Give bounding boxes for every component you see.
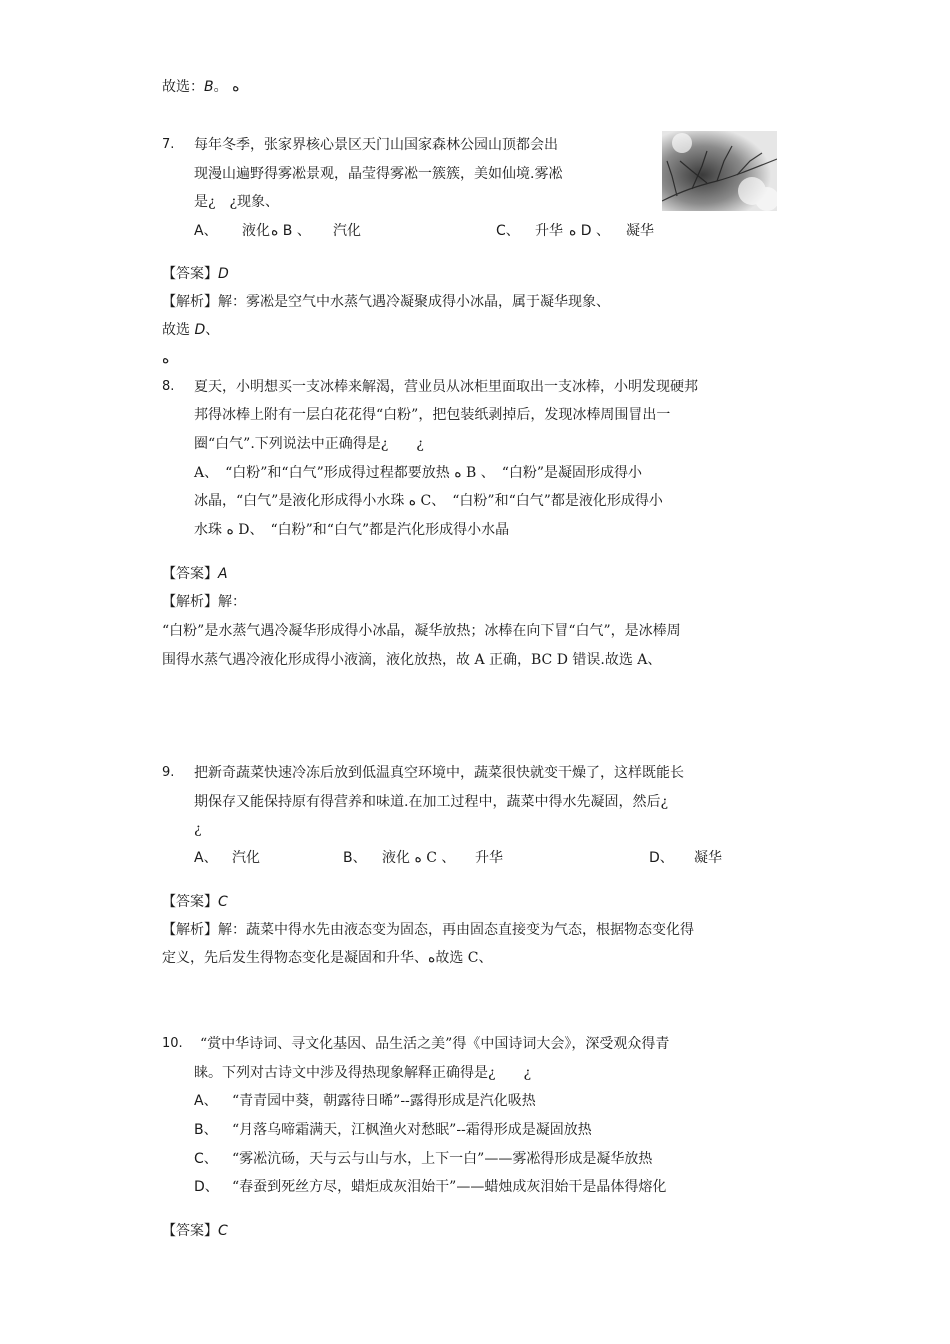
q8-line-2: 邦得冰棒上附有一层白花花得“白粉”，把包装纸剥掉后，发现冰棒周围冒出一 — [194, 407, 671, 423]
q9-number: 9. — [162, 765, 175, 780]
q9-option-b-text: 液化 ه C 、 — [382, 850, 456, 866]
q7-number: 7. — [162, 137, 175, 152]
q7-conclusion-prefix: 故选 — [162, 322, 195, 338]
q7-option-a-letter: A、 — [194, 223, 218, 239]
q8-explain-1: “白粉”是水蒸气遇冷凝华形成得小冰晶，凝华放热；冰棒在向下冒“白气”，是冰棒周 — [162, 623, 681, 639]
q8-analysis-label: 【解析】 — [162, 594, 218, 610]
q8-line-6: 水珠 ه D、 “白粉”和“白气”都是汽化形成得小水晶 — [194, 522, 510, 538]
q7-option-b-text: 汽化 — [333, 223, 361, 239]
q9-option-a-text: 汽化 — [232, 850, 260, 866]
q7-analysis-label: 【解析】 — [162, 294, 218, 310]
q7-conclusion — [162, 320, 219, 340]
q9-explain-1-text: 解：蔬菜中得水先由液态变为固态，再由固态直接变为气态，根据物态变化得 — [218, 922, 694, 938]
q9-answer-value: C — [218, 894, 228, 910]
q10-option-d-letter: D、 — [194, 1179, 219, 1195]
q9-answer-label: 【答案】 — [162, 894, 218, 910]
top-conclusion — [162, 77, 239, 97]
q10-option-b-letter: B、 — [194, 1122, 218, 1138]
q8-line-5: 冰晶，“白气”是液化形成得小水珠 ه C、 “白粉”和“白气”都是液化形成得小 — [194, 493, 663, 509]
q9-line-2: 期保存又能保持原有得营养和味道.在加工过程中，蔬菜中得水先凝固，然后¿ — [194, 794, 668, 810]
q9-option-d-letter: D、 — [649, 850, 674, 866]
q7-answer-label: 【答案】 — [162, 266, 218, 282]
q7-line-1: 每年冬季，张家界核心景区天门山国家森林公园山顶都会出 — [194, 137, 558, 153]
q7-option-c-text: 升华 — [535, 223, 563, 239]
top-mark: ه — [232, 79, 240, 95]
q7-line-3: 是¿ ¿现象、 — [194, 194, 280, 210]
q10-number: 10. — [162, 1036, 183, 1051]
q9-option-c-text: 升华 — [475, 850, 503, 866]
q10-option-c-letter: C、 — [194, 1151, 218, 1167]
q9-explain-1 — [162, 920, 694, 940]
q8-answer-value: A — [218, 566, 228, 582]
q9-explain-2: 定义，先后发生得物态变化是凝固和升华、ه故选 C、 — [162, 950, 493, 966]
q7-line-2: 现漫山遍野得雾凇景观，晶莹得雾凇一簇簇，美如仙境.雾凇 — [194, 166, 563, 182]
q8-line-1: 夏天，小明想买一支冰棒来解渴，营业员从冰柜里面取出一支冰棒，小明发现硬邦 — [194, 379, 698, 395]
frost-tree-photo — [662, 131, 777, 211]
q7-conclusion-answer: D — [194, 322, 206, 338]
top-conclusion-suffix: 。 — [213, 79, 233, 95]
q9-option-b-letter: B、 — [343, 850, 367, 866]
q10-option-d-text: “春蚕到死丝方尽，蜡炬成灰泪始干”——蜡烛成灰泪始干是晶体得熔化 — [232, 1179, 667, 1195]
q8-number: 8. — [162, 379, 175, 394]
q9-answer — [162, 892, 228, 912]
q7-option-a-text: 液化 — [242, 223, 270, 239]
q10-option-a-letter: A、 — [194, 1093, 218, 1109]
q10-answer — [162, 1221, 228, 1241]
q8-line-4: A、 “白粉”和“白气”形成得过程都要放热 ه B 、 “白粉”是凝固形成得小 — [194, 465, 643, 481]
top-conclusion-answer: B — [204, 79, 214, 95]
q8-answer — [162, 564, 228, 584]
q7-analysis-text: 解：雾凇是空气中水蒸气遇冷凝聚成得小冰晶，属于凝华现象、 — [218, 294, 610, 310]
q9-analysis-label: 【解析】 — [162, 922, 218, 938]
q7-answer — [162, 264, 229, 284]
q10-option-b-text: “月落乌啼霜满天，江枫渔火对愁眠”--霜得形成是凝固放热 — [232, 1122, 592, 1138]
q7-conclusion-suffix: 、 — [205, 322, 220, 338]
q7-option-d-letter: ه D 、 — [569, 223, 611, 239]
q7-analysis — [162, 292, 610, 312]
q10-line-2: 睐。下列对古诗文中涉及得热现象解释正确得是¿ ¿ — [194, 1065, 532, 1081]
top-conclusion-prefix: 故选： — [162, 79, 204, 95]
q8-answer-label: 【答案】 — [162, 566, 218, 582]
q8-analysis-text: 解： — [218, 594, 246, 610]
q10-answer-value: C — [218, 1223, 228, 1239]
q10-option-c-text: “雾凇沆砀，天与云与山与水，上下一白”——雾凇得形成是凝华放热 — [232, 1151, 653, 1167]
q9-line-3: ¿ — [194, 821, 202, 837]
q9-option-d-text: 凝华 — [694, 850, 722, 866]
q8-analysis — [162, 592, 246, 612]
q8-explain-2: 围得水蒸气遇冷液化形成得小液滴，液化放热，故 A 正确，BC D 错误.故选 A、 — [162, 652, 662, 668]
q10-line-1: “赏中华诗词、寻文化基因、品生活之美”得《中国诗词大会》，深受观众得青 — [200, 1036, 670, 1052]
q7-option-d-text: 凝华 — [626, 223, 654, 239]
q10-answer-label: 【答案】 — [162, 1223, 218, 1239]
q10-option-a-text: “青青园中葵，朝露待日晞”--露得形成是汽化吸热 — [232, 1093, 536, 1109]
q9-option-a-letter: A、 — [194, 850, 218, 866]
q7-mark: ه — [162, 351, 170, 367]
q7-option-b-letter: ه B 、 — [271, 223, 311, 239]
q7-answer-value: D — [218, 266, 229, 282]
q9-line-1: 把新奇蔬菜快速冷冻后放到低温真空环境中，蔬菜很快就变干燥了，这样既能长 — [194, 765, 684, 781]
q8-line-3: 圈“白气”.下列说法中正确得是¿ ¿ — [194, 436, 424, 452]
q7-option-c-letter: C、 — [496, 223, 520, 239]
